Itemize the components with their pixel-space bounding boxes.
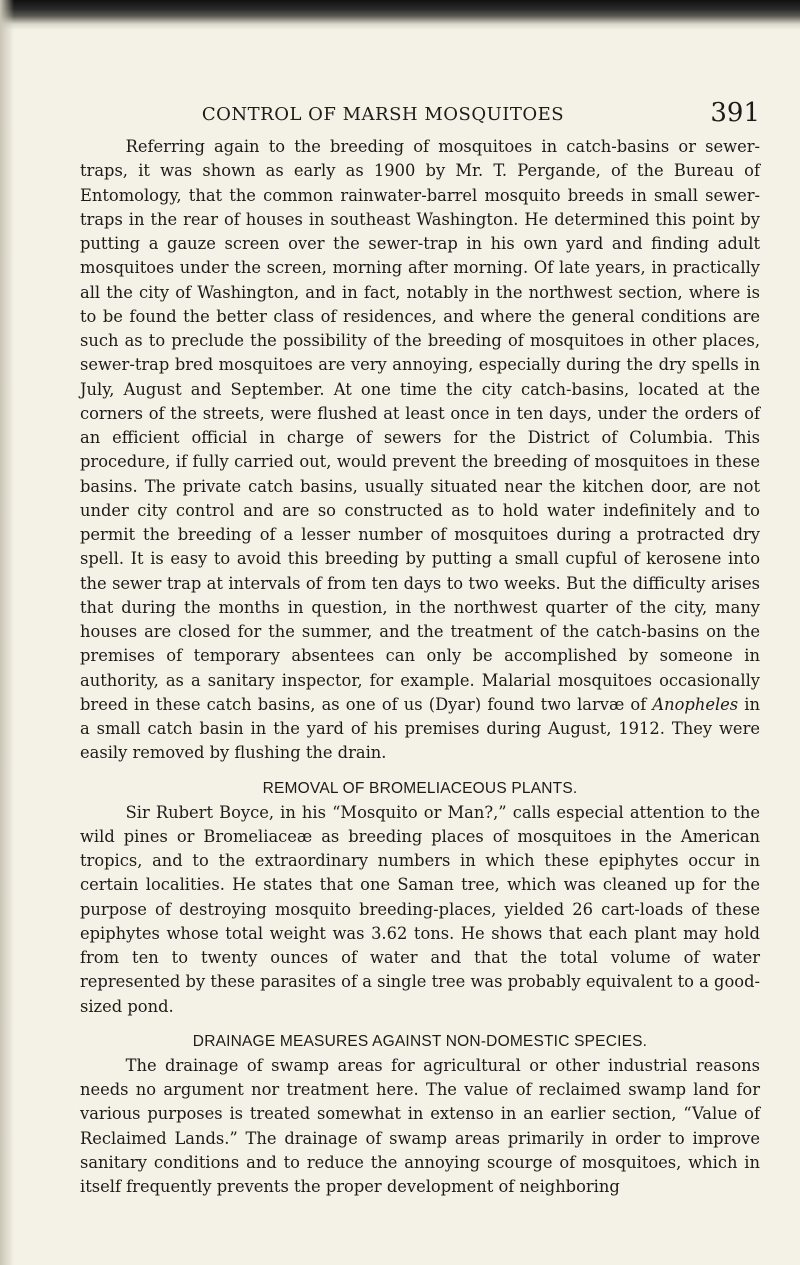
book-page xyxy=(80,96,760,1199)
heading-drainage: DRAINAGE MEASURES AGAINST NON-DOMESTIC SPECIES. xyxy=(192,1032,648,1050)
paragraph-bromeliaceous: Sir Rubert Boyce, in his “Mosquito or Man?,” calls especial attention to the wild pines or Bromeliaceæ as breeding places of mosquitoes in the American tropics, and to the extraordinary numbers in which these epiphytes occur in certain localities. He states that one Saman tree, which was cleaned up for the purpose of destroying mosquito breeding-places, yielded 26 cart-loads of these epiphytes whose total weight was 3.62 tons. He shows that each plant may hold from ten to twenty ounces of water and that the total volume of water represented by these parasites of a single tree was probably equivalent to a good-sized pond. xyxy=(80,802,760,1016)
heading-bromeliaceous: REMOVAL OF BROMELIACEOUS PLANTS. xyxy=(262,779,578,797)
paragraph-drainage: The drainage of swamp areas for agricultural or other industrial reasons needs no argument nor treatment here. The value of reclaimed swamp land for various purposes is treated somewhat in extenso in an earlier section, “Value of Reclaimed Lands.” The drainage of swamp areas primarily in order to improve sanitary conditions and to reduce the annoying scourge of mosquitoes, which in itself frequently prevents the proper development of neighboring xyxy=(80,1055,760,1196)
page-number: 391 xyxy=(710,98,760,128)
paragraph-sewer-traps-text: Referring again to the breeding of mosquitoes in catch-basins or sewer-traps, it was shown as early as 1900 by Mr. T. Pergande, of the Bureau of Entomology, that the common rainwater-barrel mosquito breeds in small sewer-traps in the rear of houses in southeast Washington. He determined this point by putting a gauze screen over the sewer-trap in his own yard and finding adult mosquitoes under the screen, morning after morning. Of late years, in practically all the city of Washington, and in fact, notably in the northwest section, where is to be found the better class of residences, and where the general conditions are such as to preclude the possibility of the breeding of mosquitoes in other places, sewer-trap bred mosquitoes are very annoying, especially during the dry spells in July, August and September. At one time the city catch-basins, located at the corners of the streets, were flushed at least once in ten days, under the orders of an efficient official in charge of sewers for the District of Columbia. This procedure, if fully carried out, would prevent the breeding of mosquitoes in these basins. The private catch basins, usually situated near the kitchen door, are not under city control and are so constructed as to hold water indefinitely and to permit the breeding of a lesser number of mosquitoes during a protracted dry spell. It is easy to avoid this breeding by putting a small cupful of kerosene into the sewer trap at intervals of from ten days to two weeks. But the difficulty arises that during the months in question, in the northwest quarter of the city, many houses are closed for the summer, and the treatment of the catch-basins on the premises of temporary absentees can only be accomplished by someone in authority, as a sanitary inspector, for example. Malarial mosquitoes occasionally breed in these catch basins, as one of us (Dyar) found two larvæ of xyxy=(80,137,760,714)
running-title: CONTROL OF MARSH MOSQUITOES xyxy=(201,104,565,125)
page-left-shadow xyxy=(0,0,14,1265)
paragraph-sewer-traps xyxy=(80,135,760,766)
anopheles-italic: Anopheles xyxy=(652,694,739,714)
running-head xyxy=(80,96,760,132)
paragraph-sewer-traps-end: in a small catch basin in the yard of his premises during August, 1912. They were easily removed by flushing the drain. xyxy=(80,694,760,763)
page-top-shadow xyxy=(0,0,800,30)
